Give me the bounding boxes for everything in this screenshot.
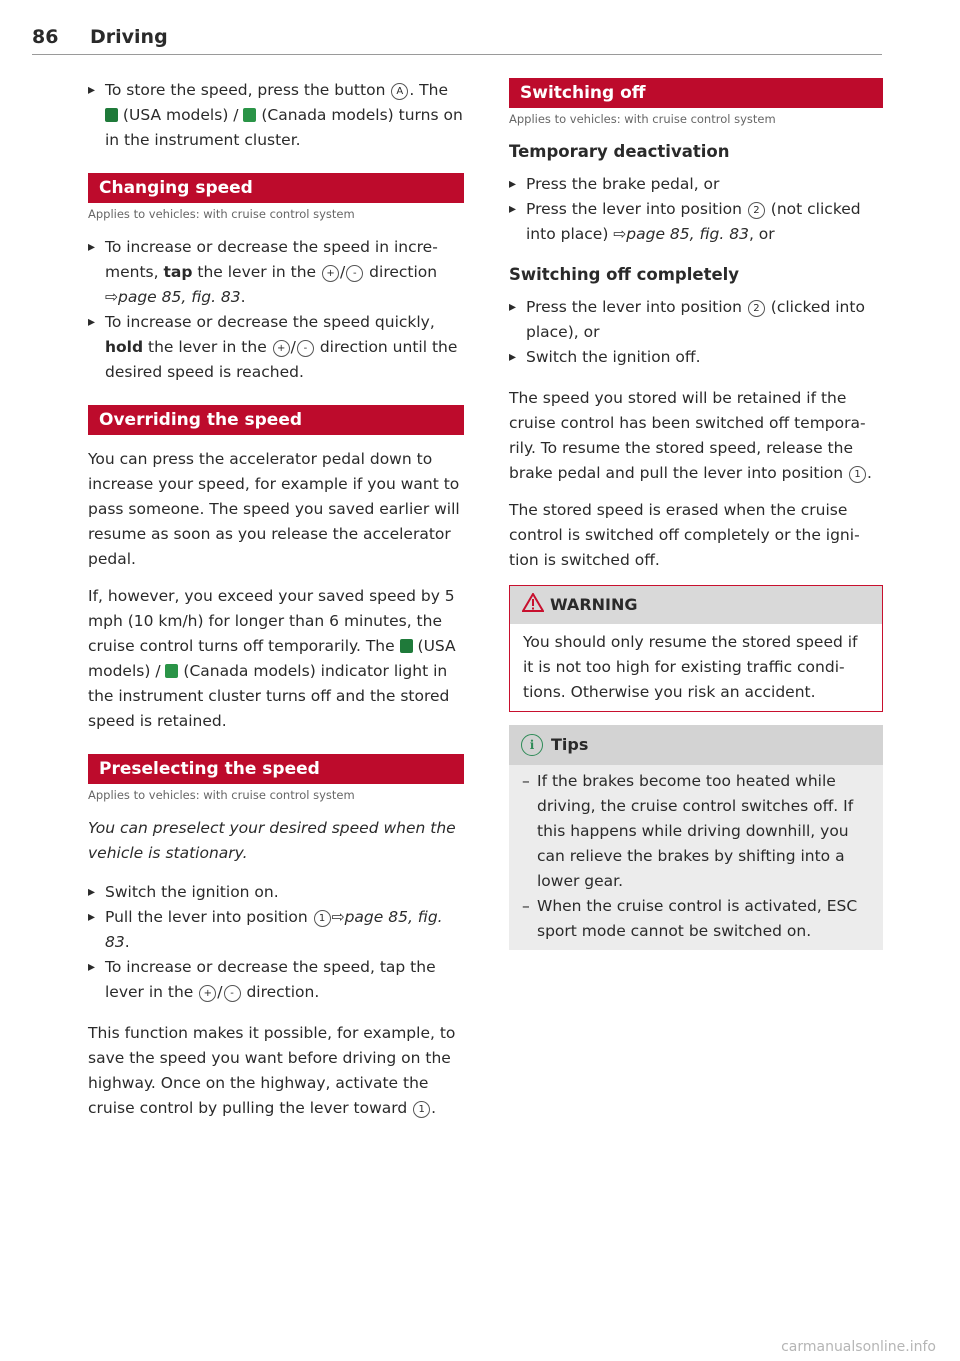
cruise-usa-icon xyxy=(400,639,413,653)
changing-speed-steps xyxy=(88,235,464,385)
warning-box xyxy=(509,585,883,712)
minus-symbol: - xyxy=(224,985,241,1002)
temporary-steps xyxy=(509,172,883,247)
tips-list xyxy=(509,765,883,944)
applies-note: Applies to vehicles: with cruise control system xyxy=(88,207,355,221)
erased-paragraph: The stored speed is erased when the cruise control is switched off completely or the ignition is switched off. xyxy=(509,501,860,569)
complete-steps xyxy=(509,295,883,370)
watermark: carmanualsonline.info xyxy=(781,1339,936,1355)
page-reference[interactable]: page 85, fig. 83 xyxy=(626,225,749,243)
subheading-temporary-deactivation: Temporary deactivation xyxy=(509,142,730,161)
page-header xyxy=(32,22,882,55)
right-column xyxy=(509,78,883,950)
step-hold-lever: ▸ To increase or decrease the speed quickly, hold the lever in the + / - direction until the desired speed is reached. xyxy=(88,310,464,385)
step-press-lever-clicked: ▸ Press the lever into position 2 (clicked into place), or xyxy=(509,295,883,345)
page-number: 86 xyxy=(32,26,59,48)
applies-note: Applies to vehicles: with cruise control system xyxy=(509,112,776,126)
arrow-icon: ⇨ xyxy=(105,288,118,306)
tips-header xyxy=(509,725,883,765)
preselect-steps xyxy=(88,880,464,1005)
arrow-icon: ⇨ xyxy=(613,225,627,243)
step-ignition-on: ▸ Switch the ignition on. xyxy=(88,880,464,905)
button-a-symbol: A xyxy=(391,83,408,100)
page-reference[interactable]: page 85, fig. 83 xyxy=(105,908,443,951)
cruise-canada-icon xyxy=(243,108,256,122)
plus-symbol: + xyxy=(273,340,290,357)
info-icon: i xyxy=(521,734,543,756)
cruise-usa-icon xyxy=(105,108,118,122)
step-pull-lever: ▸ Pull the lever into position 1 ⇨page 85, fig. 83. xyxy=(88,905,464,955)
minus-symbol: - xyxy=(297,340,314,357)
heading-preselecting-speed: Preselecting the speed xyxy=(88,754,464,784)
left-column xyxy=(88,78,464,1133)
warning-triangle-icon xyxy=(522,593,544,612)
store-speed-steps xyxy=(88,78,464,153)
highway-paragraph: This function makes it possible, for example, to save the speed you want before driving on the highway. Once on the highway, activate the cruise control by pulling the lever toward 1 . xyxy=(88,1024,456,1117)
warning-header xyxy=(510,586,882,624)
position-1-symbol: 1 xyxy=(314,910,331,927)
heading-overriding-speed: Overriding the speed xyxy=(88,405,464,435)
tip-item: – If the brakes become too heated while driving, the cruise control switches off. If this happens while driving downhill, you can relieve the brakes by shifting into a lower gear. xyxy=(522,769,871,894)
tip-item: – When the cruise control is activated, ESC sport mode cannot be switched on. xyxy=(522,894,871,944)
retained-paragraph: The speed you stored will be retained if the cruise control has been switched off temporarily. To resume the stored speed, release the brake pedal and pull the lever into position 1 . xyxy=(509,389,872,482)
step-press-lever: ▸ Press the lever into position 2 (not clicked into place) ⇨page 85, fig. 83, or xyxy=(509,197,883,247)
plus-symbol: + xyxy=(322,265,339,282)
cruise-canada-icon xyxy=(165,664,178,678)
preselect-intro: You can preselect your desired speed when the vehicle is stationary. xyxy=(88,819,456,862)
warning-title: WARNING xyxy=(550,595,638,614)
minus-symbol: - xyxy=(346,265,363,282)
step-tap-lever: ▸ To increase or decrease the speed in increments, tap the lever in the + / - direction ⇨page 85, fig. 83. xyxy=(88,235,464,310)
plus-symbol: + xyxy=(199,985,216,1002)
step-store-speed: ▸ To store the speed, press the button A . The (USA models) / (Canada models) turns on in the instrument cluster. xyxy=(88,78,464,153)
section-title: Driving xyxy=(90,26,168,48)
position-2-symbol: 2 xyxy=(748,300,765,317)
subheading-switching-off-completely: Switching off completely xyxy=(509,265,740,284)
step-brake-pedal: ▸ Press the brake pedal, or xyxy=(509,172,883,197)
step-ignition-off: ▸ Switch the ignition off. xyxy=(509,345,883,370)
position-1-symbol: 1 xyxy=(413,1101,430,1118)
page-reference[interactable]: page 85, fig. 83 xyxy=(118,288,241,306)
tips-box xyxy=(509,725,883,950)
heading-changing-speed: Changing speed xyxy=(88,173,464,203)
exceed-paragraph: If, however, you exceed your saved speed by 5 mph (10 km/h) for longer than 6 minutes, the cruise control turns off temporarily. The (USA models) / (Canada models) indicator light in the instrument cluster turns off and the stored speed is retained. xyxy=(88,587,456,730)
position-2-symbol: 2 xyxy=(748,202,765,219)
heading-switching-off: Switching off xyxy=(509,78,883,108)
warning-text: You should only resume the stored speed if it is not too high for existing traffic conditions. Otherwise you risk an accident. xyxy=(523,633,858,701)
overriding-paragraph: You can press the accelerator pedal down to increase your speed, for example if you want to pass someone. The speed you saved earlier will resume as soon as you release the accelerator pedal. xyxy=(88,450,460,568)
position-1-symbol: 1 xyxy=(849,466,866,483)
tips-title: Tips xyxy=(551,735,589,754)
applies-note: Applies to vehicles: with cruise control system xyxy=(88,788,355,802)
step-tap-lever: ▸ To increase or decrease the speed, tap the lever in the + / - direction. xyxy=(88,955,464,1005)
arrow-icon: ⇨ xyxy=(331,908,345,926)
